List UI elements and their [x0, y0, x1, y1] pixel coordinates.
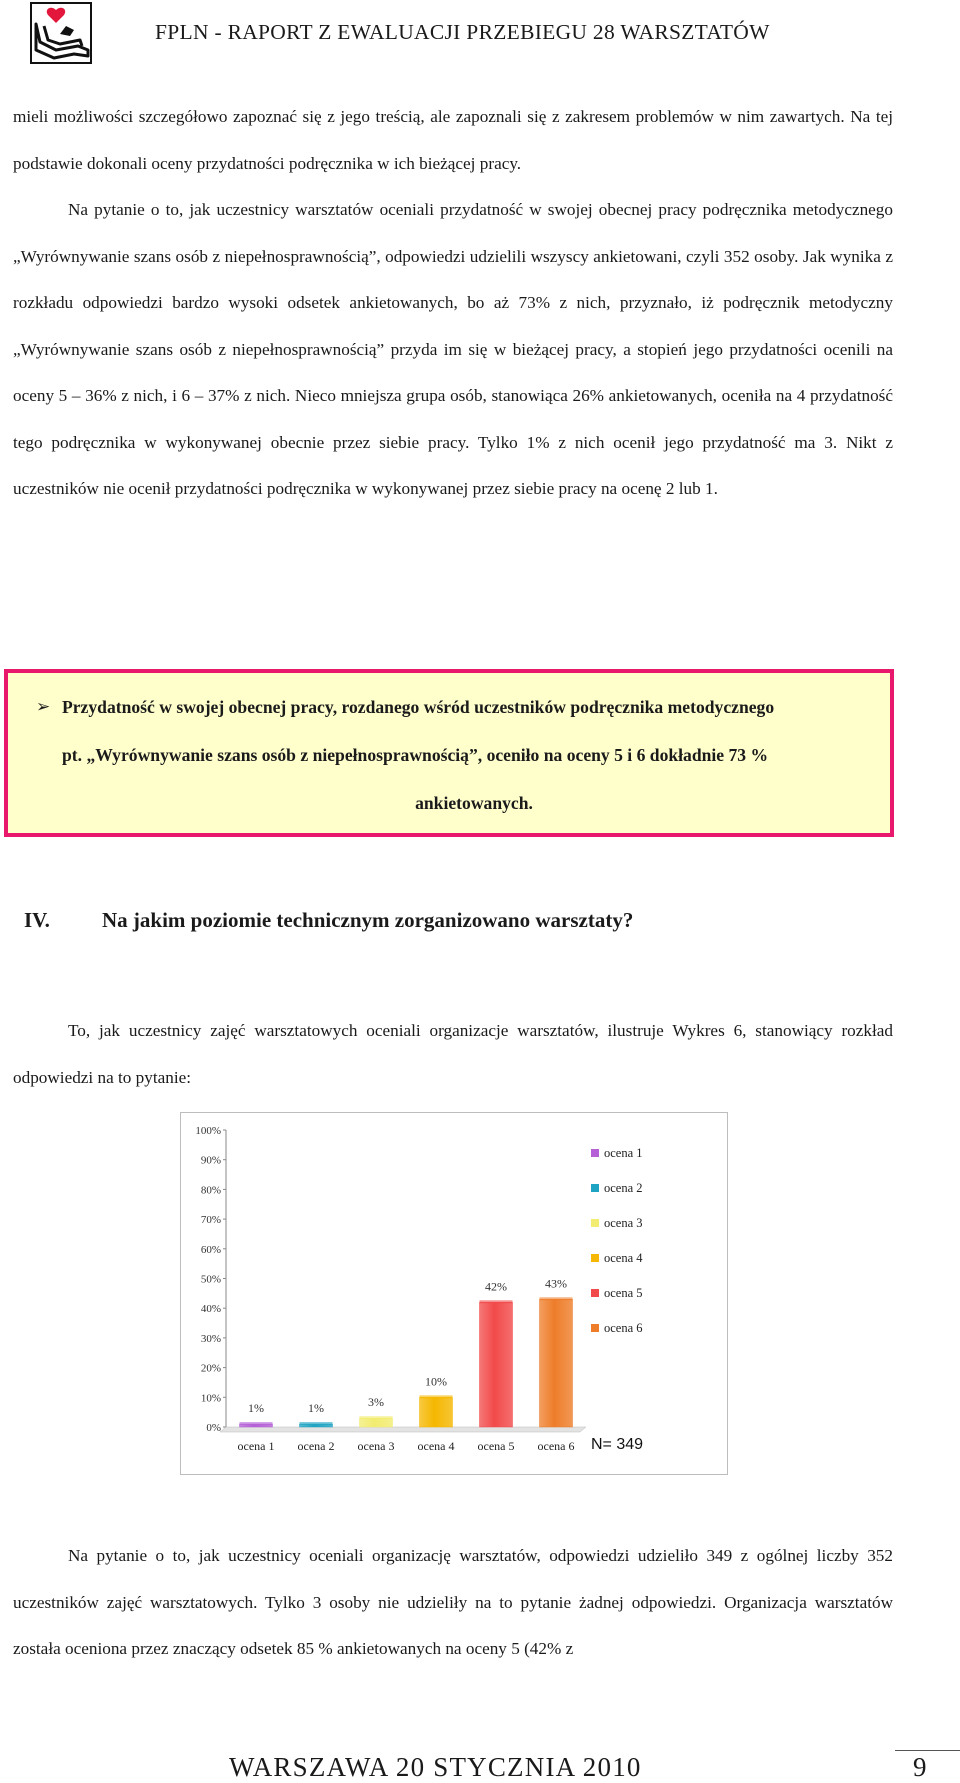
y-tick-label: 70%	[200, 1214, 221, 1227]
page-header	[0, 0, 960, 70]
y-tick-label: 50%	[200, 1273, 221, 1286]
fpln-logo-icon	[30, 2, 92, 64]
bar	[360, 1418, 393, 1427]
x-tick-label: ocena 5	[477, 1439, 515, 1453]
chart-canvas	[181, 1113, 727, 1474]
legend-swatch	[591, 1219, 599, 1227]
bar-top	[300, 1422, 333, 1425]
paragraph-intro: mieli możliwości szczegółowo zapoznać się z jego treścią, ale zapoznali się z zakresem problemów w nim zawartych. Na tej podstawie dokonali oceny przydatności podręcznika w ich bieżącej pracy.	[13, 107, 893, 173]
bar-top	[420, 1395, 453, 1398]
bar	[540, 1299, 573, 1427]
data-label: 42%	[485, 1279, 507, 1294]
legend-swatch	[591, 1254, 599, 1262]
header-title: FPLN - RAPORT Z EWALUACJI PRZEBIEGU 28 WARSZTATÓW	[155, 20, 770, 44]
y-tick-label: 90%	[200, 1154, 221, 1167]
legend-label: ocena 2	[604, 1181, 643, 1195]
page-number-rule	[895, 1750, 960, 1751]
bar-top	[240, 1422, 273, 1425]
callout-text	[36, 683, 886, 827]
data-label: 10%	[425, 1374, 447, 1389]
bar	[480, 1302, 513, 1427]
bar	[420, 1397, 453, 1427]
legend-swatch	[591, 1149, 599, 1157]
legend-label: ocena 5	[604, 1286, 643, 1300]
legend-swatch	[591, 1184, 599, 1192]
data-label: 1%	[308, 1401, 324, 1416]
y-tick-label: 10%	[200, 1392, 221, 1405]
summary-callout	[4, 669, 894, 837]
y-tick-label: 60%	[200, 1243, 221, 1256]
chart-floor	[220, 1427, 586, 1432]
arrow-bullet-icon: ➢	[36, 697, 51, 716]
paragraph-usefulness: Na pytanie o to, jak uczestnicy warsztatów oceniali przydatność w swojej obecnej pracy podręcznika metodycznego „Wyrównywanie szans osób z niepełnosprawnością”, odpowiedzi udzielili wszyscy ankietowani, czyli 352 osoby. Jak wynika z rozkładu odpowiedzi bardzo wysoki odsetek ankietowanych, bo aż 73% z nich, przyznało, iż podręcznik metodyczny „Wyrównywanie szans osób z niepełnosprawnością” przyda im się w bieżącej pracy, a stopień jego przydatności ocenili na oceny 5 – 36% z nich, i 6 – 37% z nich. Nieco mniejsza grupa osób, stanowiąca 26% ankietowanych, oceniła na 4 przydatność tego podręcznika w wykonywanej obecnie przez siebie pracy. Tylko 1% z nich ocenił jego przydatność ma 3. Nikt z uczestników nie ocenił przydatności podręcznika w wykonywanej przez siebie pracy na ocenę 2 lub 1.	[13, 200, 893, 498]
y-tick-label: 40%	[200, 1303, 221, 1316]
callout-line: pt. „Wyrównywanie szans osób z niepełnosprawnością”, oceniło na oceny 5 i 6 dokładnie 73 %	[62, 745, 769, 765]
paragraph-chart-intro: To, jak uczestnicy zajęć warsztatowych oceniali organizacje warsztatów, ilustruje Wykres 6, stanowiący rozkład odpowiedzi na to pytanie:	[13, 1021, 893, 1087]
y-tick-label: 100%	[195, 1125, 221, 1137]
section-number: IV.	[24, 908, 50, 932]
y-tick-label: 30%	[200, 1332, 221, 1345]
x-tick-label: ocena 2	[297, 1439, 335, 1453]
paragraph-organization: Na pytanie o to, jak uczestnicy oceniali organizację warsztatów, odpowiedzi udzieliło 349 z ogólnej liczby 352 uczestników zajęć warsztatowych. Tylko 3 osoby nie udzieliły na to pytanie żadnej odpowiedzi. Organizacja warsztatów została oceniona przez znaczący odsetek 85 % ankietowanych na oceny 5 (42% z	[13, 1546, 893, 1658]
y-tick-label: 20%	[200, 1362, 221, 1375]
section-title: Na jakim poziomie technicznym zorganizowano warsztaty?	[102, 908, 634, 932]
callout-line: ankietowanych.	[415, 793, 533, 813]
legend-label: ocena 3	[604, 1216, 643, 1230]
x-tick-label: ocena 1	[237, 1439, 275, 1453]
data-label: 1%	[248, 1401, 264, 1416]
bar-top	[480, 1300, 513, 1303]
sample-size-label: N= 349	[591, 1436, 644, 1453]
x-tick-label: ocena 4	[417, 1439, 455, 1453]
data-label: 3%	[368, 1395, 384, 1410]
bar-chart	[180, 1112, 728, 1475]
bar-top	[360, 1416, 393, 1419]
legend-label: ocena 6	[604, 1321, 643, 1335]
legend-swatch	[591, 1324, 599, 1332]
legend-swatch	[591, 1289, 599, 1297]
x-tick-label: ocena 6	[537, 1439, 575, 1453]
y-tick-label: 0%	[206, 1422, 221, 1434]
legend-label: ocena 1	[604, 1146, 643, 1160]
bar-top	[540, 1297, 573, 1300]
footer-title: WARSZAWA 20 STYCZNIA 2010	[229, 1752, 642, 1782]
callout-line: Przydatność w swojej obecnej pracy, rozdanego wśród uczestników podręcznika metodycznego	[62, 697, 775, 717]
y-tick-label: 80%	[200, 1184, 221, 1197]
x-tick-label: ocena 3	[357, 1439, 395, 1453]
legend-label: ocena 4	[604, 1251, 643, 1265]
data-label: 43%	[545, 1276, 567, 1291]
page-number: 9	[913, 1752, 927, 1782]
